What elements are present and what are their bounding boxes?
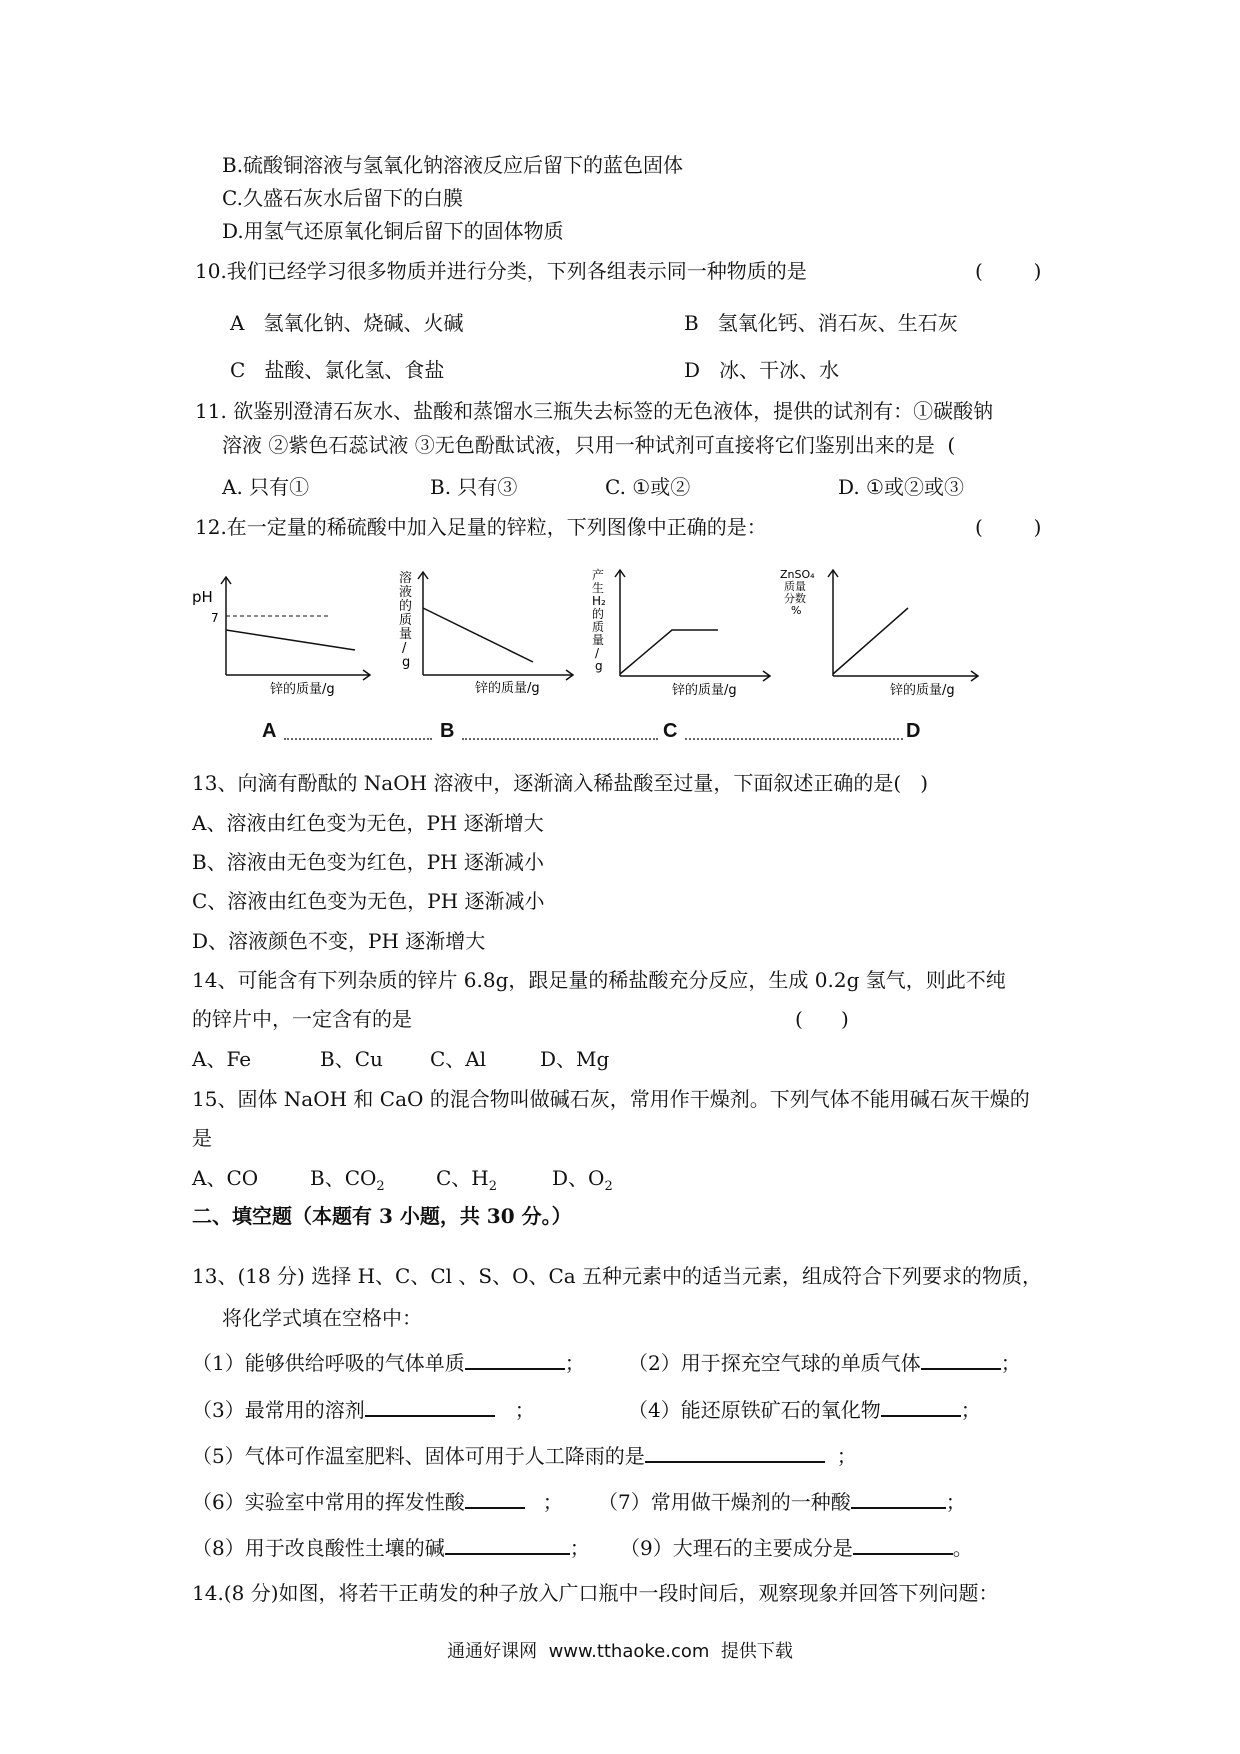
answer-blank-8[interactable] xyxy=(445,1535,570,1555)
graph-b-y-label-char: 量 xyxy=(399,627,413,642)
q13-item-8 xyxy=(192,1535,590,1561)
q10-answer-paren: ( ) xyxy=(975,259,1042,283)
answer-blank-1[interactable] xyxy=(465,1350,565,1370)
q15-option-c-subscript: 2 xyxy=(488,1179,498,1194)
graph-c-y-label-char: 产 xyxy=(592,568,605,582)
semicolon: ； xyxy=(542,1490,563,1514)
graph-b-svg xyxy=(395,570,585,695)
q10-option-c: C 盐酸、氯化氢、食盐 xyxy=(230,358,445,382)
graph-d-x-label: 锌的质量/g xyxy=(890,683,955,698)
q13-mc-option-a: A、溶液由红色变为无色，PH 逐渐增大 xyxy=(192,811,544,835)
semicolon: ； xyxy=(564,1351,585,1375)
q15-line-1: 15、固体 NaOH 和 CaO 的混合物叫做碱石灰，常用作干燥剂。下列气体不能用碱石灰干燥的 xyxy=(192,1087,1030,1111)
graph-c-y-label-char: 的 xyxy=(592,607,605,621)
q14-mc-option-d: D、Mg xyxy=(540,1047,610,1071)
answer-blank-9[interactable] xyxy=(853,1535,953,1555)
q13-mc-option-d: D、溶液颜色不变，PH 逐渐增大 xyxy=(192,929,486,953)
graph-d-svg xyxy=(778,568,988,696)
semicolon: ； xyxy=(960,1398,981,1422)
q11-option-d: D. ①或②或③ xyxy=(838,475,964,499)
graph-b xyxy=(395,570,585,695)
graph-label-b: B xyxy=(440,720,455,742)
q13-item-6-text: （6）实验室中常用的挥发性酸 xyxy=(192,1490,465,1514)
q10-stem: 10.我们已经学习很多物质并进行分类，下列各组表示同一种物质的是 xyxy=(195,259,807,283)
q12-answer-paren: ( ) xyxy=(975,515,1042,539)
graph-b-y-label-char: 质 xyxy=(399,613,413,628)
q13-item-1 xyxy=(192,1350,585,1376)
q14-mc-answer-paren: ( ) xyxy=(795,1007,849,1031)
q11-line-1: 11. 欲鉴别澄清石灰水、盐酸和蒸馏水三瓶失去标签的无色液体，提供的试剂有：①碳酸钠 xyxy=(195,399,994,423)
q13-item-7 xyxy=(598,1489,966,1515)
q11-option-a: A. 只有① xyxy=(222,475,310,499)
q13-mc-option-b: B、溶液由无色变为红色，PH 逐渐减小 xyxy=(192,850,544,874)
answer-blank-6[interactable] xyxy=(465,1489,525,1509)
graph-d-curve xyxy=(833,608,908,674)
q15-option-a: A、CO xyxy=(192,1166,259,1190)
q11-option-c: C. ①或② xyxy=(605,475,691,499)
answer-blank-4[interactable] xyxy=(881,1397,961,1417)
q14-mc-option-c: C、Al xyxy=(430,1047,487,1071)
q14-mc-line-2: 的锌片中，一定含有的是 xyxy=(192,1007,412,1031)
graph-label-a: A xyxy=(262,720,277,742)
answer-blank-2[interactable] xyxy=(921,1350,1001,1370)
q11-line-2: 溶液 ②紫色石蕊试液 ③无色酚酞试液，只用一种试剂可直接将它们鉴别出来的是 ( xyxy=(222,433,956,457)
q10-option-a: A 氢氧化钠、烧碱、火碱 xyxy=(230,311,464,335)
q13-item-3 xyxy=(192,1397,535,1423)
q15-option-b xyxy=(310,1165,385,1200)
q9-option-b: B.硫酸铜溶液与氢氧化钠溶液反应后留下的蓝色固体 xyxy=(222,153,684,177)
graph-c-curve xyxy=(620,630,718,674)
q15-option-b-text: B、CO xyxy=(310,1166,377,1190)
graph-c-svg xyxy=(588,568,778,696)
graph-b-y-label-char: 液 xyxy=(399,585,413,600)
graph-a xyxy=(190,575,380,695)
graph-a-x-label: 锌的质量/g xyxy=(270,682,335,697)
q9-option-d: D.用氢气还原氧化铜后留下的固体物质 xyxy=(222,219,564,243)
q13-item-5-text: （5）气体可作温室肥料、固体可用于人工降雨的是 xyxy=(192,1444,645,1468)
q13-item-2-text: （2）用于探充空气球的单质气体 xyxy=(628,1351,921,1375)
q15-option-c-text: C、H xyxy=(436,1166,489,1190)
semicolon: ； xyxy=(945,1490,966,1514)
answer-blank-5[interactable] xyxy=(645,1443,825,1463)
graph-a-curve xyxy=(226,630,355,650)
semicolon: ； xyxy=(1000,1351,1021,1375)
q14-mc-line-1: 14、可能含有下列杂质的锌片 6.8g，跟足量的稀盐酸充分反应，生成 0.2g 氢气，则此不纯 xyxy=(192,968,1006,992)
q11-option-b: B. 只有③ xyxy=(430,475,518,499)
graph-label-d: D xyxy=(906,720,921,742)
graph-label-c: C xyxy=(663,720,678,742)
graph-d-y-label-line: 质量 xyxy=(784,580,806,593)
q13-item-4-text: （4）能还原铁矿石的氧化物 xyxy=(628,1398,881,1422)
graph-c-x-label: 锌的质量/g xyxy=(672,683,737,698)
q13-item-6 xyxy=(192,1489,563,1515)
graph-b-x-label: 锌的质量/g xyxy=(475,681,540,696)
graph-b-y-label-char: 的 xyxy=(399,599,413,614)
period: 。 xyxy=(952,1536,973,1560)
q13-fill-line-1: 13、(18 分) 选择 H、C、Cl 、S、O、Ca 五种元素中的适当元素，组成符合下列要求的物质， xyxy=(192,1264,1043,1288)
graph-d xyxy=(778,568,988,696)
q15-option-d-text: D、O xyxy=(552,1166,605,1190)
q13-mc-option-c: C、溶液由红色变为无色，PH 逐渐减小 xyxy=(192,889,545,913)
q13-item-9-text: （9）大理石的主要成分是 xyxy=(620,1536,853,1560)
graph-a-y-label: pH xyxy=(192,588,213,606)
q15-option-b-subscript: 2 xyxy=(376,1179,385,1194)
dotted-leader xyxy=(284,738,432,740)
graph-d-y-label-line: ZnSO₄ xyxy=(780,568,815,581)
graph-d-y-label-line: 分数 xyxy=(784,592,806,605)
q13-item-7-text: （7）常用做干燥剂的一种酸 xyxy=(598,1490,851,1514)
graph-d-y-label-line: % xyxy=(791,604,802,617)
dotted-leader xyxy=(462,738,658,740)
semicolon: ； xyxy=(836,1444,857,1468)
graph-b-curve xyxy=(423,608,533,662)
graph-c-y-label-char: g xyxy=(595,659,603,673)
q12-stem: 12.在一定量的稀硫酸中加入足量的锌粒，下列图像中正确的是： xyxy=(195,515,767,539)
graph-c-y-label-char: H₂ xyxy=(592,594,606,608)
section-2-heading: 二、填空题（本题有 3 小题，共 30 分。） xyxy=(192,1204,572,1228)
q15-option-d xyxy=(552,1165,613,1200)
q15-option-d-subscript: 2 xyxy=(604,1179,613,1194)
semicolon: ； xyxy=(514,1398,535,1422)
semicolon: ； xyxy=(569,1536,590,1560)
q10-option-d: D 冰、干冰、水 xyxy=(684,358,840,382)
graph-a-tick-7: 7 xyxy=(211,611,219,625)
graph-b-y-label-char: g xyxy=(402,655,411,670)
graph-c-y-label-char: / xyxy=(595,646,600,660)
q14-mc-option-b: B、Cu xyxy=(320,1047,383,1071)
graph-c xyxy=(588,568,778,696)
graph-b-y-label-char: 溶 xyxy=(399,571,413,586)
answer-blank-3[interactable] xyxy=(365,1397,495,1417)
q13-item-2 xyxy=(628,1350,1021,1376)
q13-fill-line-2: 将化学式填在空格中： xyxy=(222,1306,422,1330)
q13-item-9 xyxy=(620,1535,973,1561)
q13-item-4 xyxy=(628,1397,981,1423)
q15-option-c xyxy=(436,1165,497,1200)
graph-c-y-label-char: 生 xyxy=(592,581,605,595)
q15-line-2: 是 xyxy=(192,1126,212,1150)
q13-item-5 xyxy=(192,1443,857,1469)
q14-fill-line-1: 14.(8 分)如图，将若干正萌发的种子放入广口瓶中一段时间后，观察现象并回答下列问题： xyxy=(192,1581,999,1605)
answer-blank-7[interactable] xyxy=(851,1489,946,1509)
q10-option-b: B 氢氧化钙、消石灰、生石灰 xyxy=(684,311,958,335)
q14-mc-option-a: A、Fe xyxy=(192,1047,252,1071)
graph-a-svg xyxy=(190,575,380,695)
graph-c-y-label-char: 量 xyxy=(592,633,605,647)
dotted-leader xyxy=(685,738,903,740)
graph-b-y-label-char: / xyxy=(402,641,407,656)
q13-item-8-text: （8）用于改良酸性土壤的碱 xyxy=(192,1536,445,1560)
q9-option-c: C.久盛石灰水后留下的白膜 xyxy=(222,186,463,210)
q13-mc-stem: 13、向滴有酚酞的 NaOH 溶液中，逐渐滴入稀盐酸至过量，下面叙述正确的是( ) xyxy=(192,771,929,795)
q13-item-1-text: （1）能够供给呼吸的气体单质 xyxy=(192,1351,465,1375)
q13-item-3-text: （3）最常用的溶剂 xyxy=(192,1398,365,1422)
graph-c-y-label-char: 质 xyxy=(592,620,605,634)
page-footer: 通通好课网 www.tthaoke.com 提供下载 xyxy=(447,1641,793,1662)
